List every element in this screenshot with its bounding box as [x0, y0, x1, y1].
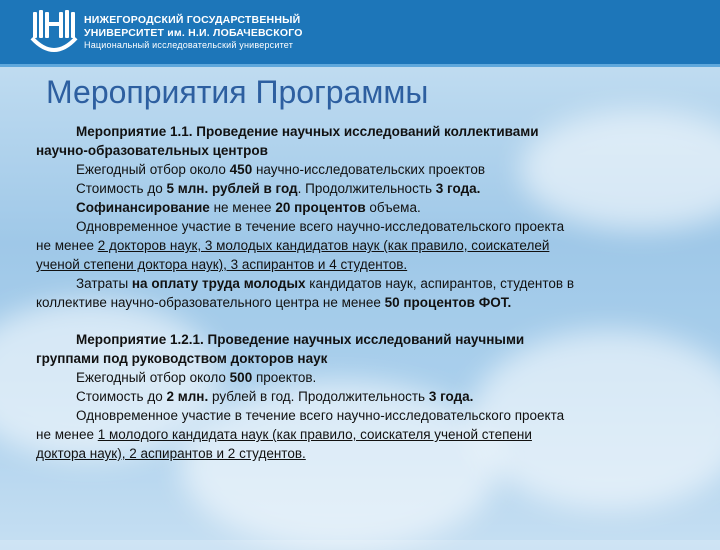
section2-participation [36, 406, 686, 425]
text: не менее [209, 200, 276, 215]
text: кандидатов наук, аспирантов, студентов в [305, 276, 574, 291]
text-bold: 450 [229, 162, 253, 177]
text-underlined: 2 докторов наук, 3 молодых кандидатов наук (как правило, соискателей [97, 238, 550, 253]
text-bold: 2 млн. [166, 389, 209, 404]
university-name [84, 14, 303, 51]
text: Стоимость до [76, 181, 167, 196]
text-underlined: ученой степени доктора наук), 3 аспирантов и 4 студентов. [36, 257, 408, 272]
text: научно-исследовательских проектов [252, 162, 486, 177]
page-title: Мероприятия Программы [46, 74, 429, 110]
text: Одновременное участие в течение всего научно-исследовательского проекта [76, 408, 565, 423]
section2-heading-line2: группами под руководством докторов наук [36, 351, 328, 366]
section2-participation-cont [36, 425, 686, 444]
section1-participation [36, 217, 686, 236]
text-bold: 3 года. [428, 389, 474, 404]
section2-selection [36, 368, 686, 387]
section1-cofinancing [36, 198, 686, 217]
section2-participation-cont2 [36, 444, 686, 463]
text: Ежегодный отбор около [76, 162, 230, 177]
spacer [36, 312, 686, 330]
text: рублей в год. Продолжительность [208, 389, 429, 404]
text: проектов. [252, 370, 317, 385]
text: не менее [36, 427, 98, 442]
section1-payroll-cont [36, 293, 686, 312]
text: коллективе научно-образовательного центра не менее [36, 295, 385, 310]
text: Затраты [76, 276, 132, 291]
text-bold: на оплату труда молодых [131, 276, 306, 291]
text: . Продолжительность [297, 181, 436, 196]
section2-heading [36, 330, 686, 349]
university-subtitle: Национальный исследовательский университет [84, 40, 294, 50]
section2-cost [36, 387, 686, 406]
section1-cost [36, 179, 686, 198]
text-underlined: доктора наук), 2 аспирантов и 2 студентов. [36, 446, 306, 461]
section2-heading-cont [36, 349, 686, 368]
section1-heading-line2: научно-образовательных центров [36, 143, 268, 158]
text: объема. [365, 200, 421, 215]
university-name-line1: НИЖЕГОРОДСКИЙ ГОСУДАРСТВЕННЫЙ [84, 14, 301, 26]
section1-heading-line1: Мероприятие 1.1. Проведение научных исследований коллективами [76, 124, 539, 139]
text-bold: 3 года. [435, 181, 481, 196]
section1-participation-cont2 [36, 255, 686, 274]
slide-body [36, 122, 686, 463]
section2-heading-line1: Мероприятие 1.2.1. Проведение научных исследований научными [76, 332, 525, 347]
text-bold: Софинансирование [76, 200, 210, 215]
header-stripe [0, 64, 720, 67]
section1-participation-cont [36, 236, 686, 255]
text-bold: 5 млн. рублей в год [166, 181, 298, 196]
section1-selection [36, 160, 686, 179]
header-bar [0, 0, 720, 64]
text: не менее [36, 238, 98, 253]
text-bold: 500 [229, 370, 253, 385]
university-logo-icon [30, 8, 78, 58]
text: Стоимость до [76, 389, 167, 404]
text: Одновременное участие в течение всего научно-исследовательского проекта [76, 219, 565, 234]
text: Ежегодный отбор около [76, 370, 230, 385]
section1-heading-cont [36, 141, 686, 160]
text-underlined: 1 молодого кандидата наук (как правило, соискателя ученой степени [97, 427, 532, 442]
text-bold: 50 процентов ФОТ. [384, 295, 512, 310]
section1-heading [36, 122, 686, 141]
university-name-line2: УНИВЕРСИТЕТ им. Н.И. ЛОБАЧЕВСКОГО [84, 27, 303, 39]
text-bold: 20 процентов [275, 200, 366, 215]
section1-payroll [36, 274, 686, 293]
